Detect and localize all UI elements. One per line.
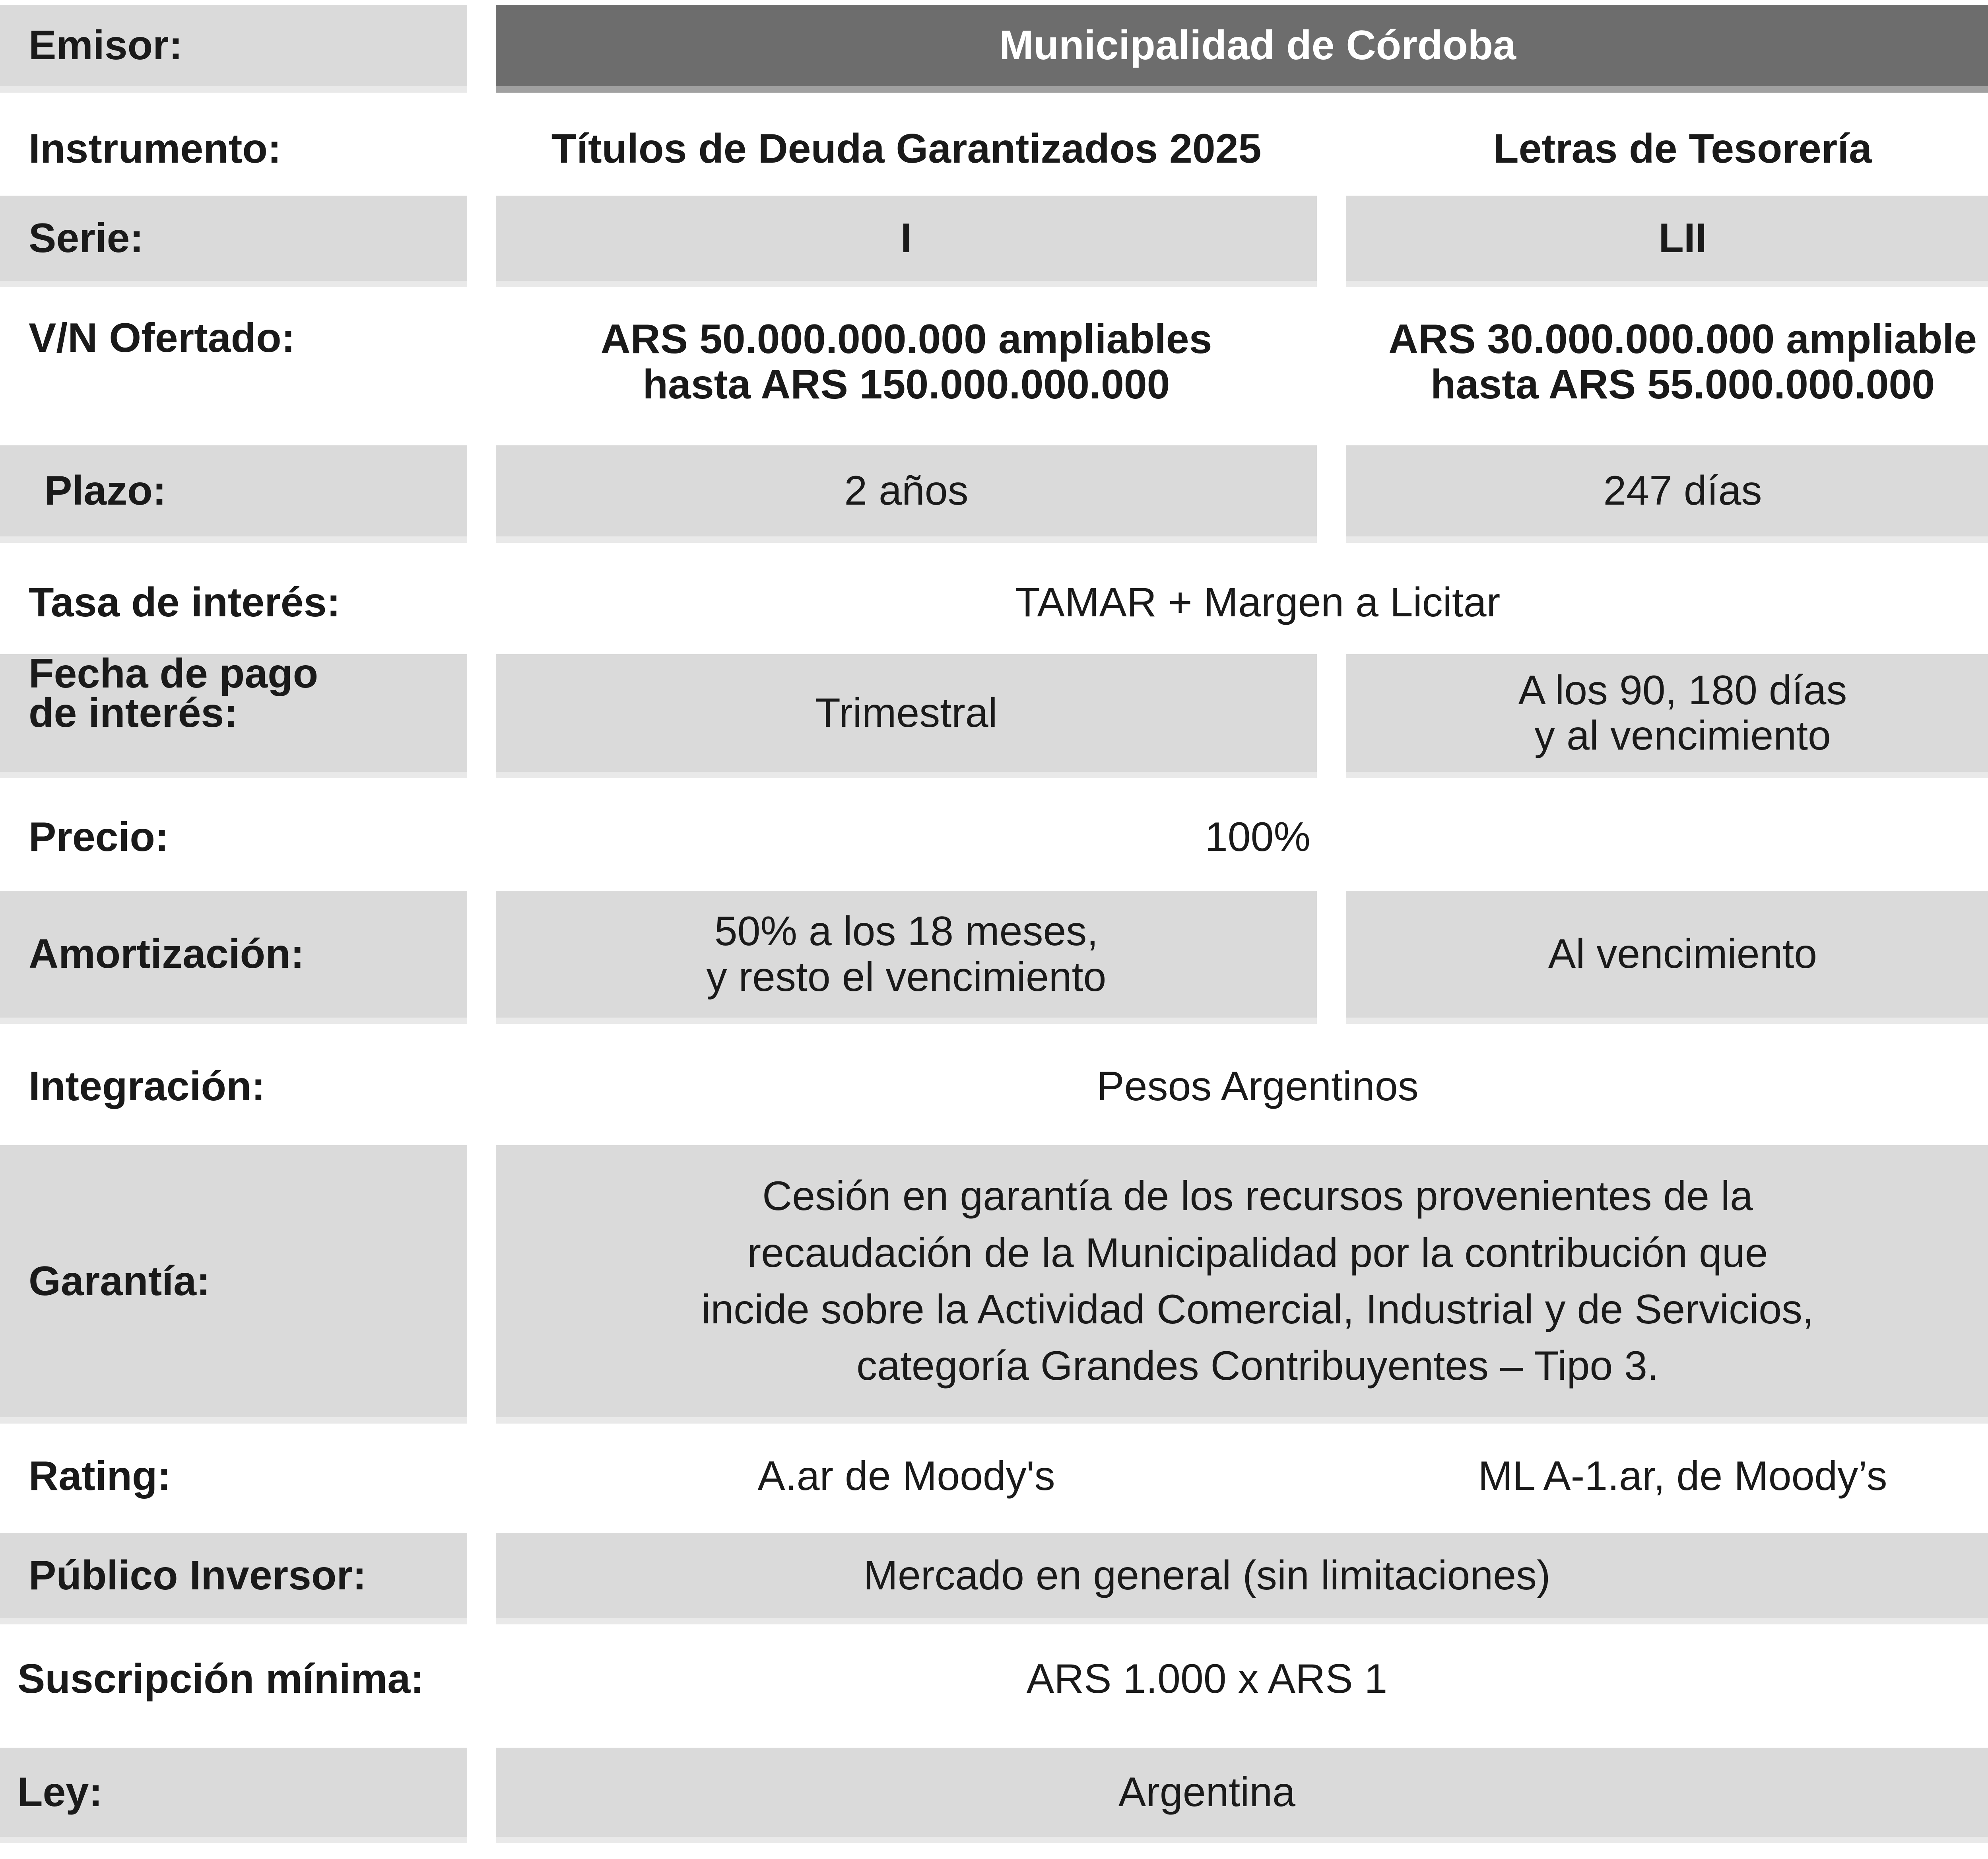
integracion-value: Pesos Argentinos	[1097, 1063, 1419, 1110]
vn-ofertado-col1-line1: ARS 50.000.000.000 ampliables	[600, 316, 1212, 362]
rating-col1: A.ar de Moody's	[757, 1453, 1055, 1500]
fecha-pago-col2-line2: y al vencimiento	[1534, 713, 1831, 759]
label-vn-ofertado: V/N Ofertado:	[29, 315, 295, 361]
fecha-pago-col1: Trimestral	[496, 654, 1317, 778]
label-amortizacion: Amortización:	[0, 891, 467, 1024]
label-fecha-pago-line1: Fecha de pago	[29, 651, 318, 697]
garantia-value	[496, 1145, 1988, 1424]
garantia-line4: categoría Grandes Contribuyentes – Tipo 3.	[856, 1343, 1659, 1389]
label-publico-inversor: Público Inversor:	[0, 1533, 467, 1624]
amortizacion-col2: Al vencimiento	[1346, 891, 1988, 1024]
amortizacion-col1-line1: 50% a los 18 meses,	[714, 908, 1099, 955]
amortizacion-col1-line2: y resto el vencimiento	[706, 954, 1107, 1000]
tasa-value: TAMAR + Margen a Licitar	[1015, 579, 1501, 625]
serie-col1: I	[496, 196, 1317, 287]
plazo-col2: 247 días	[1346, 445, 1988, 543]
plazo-col1: 2 años	[496, 445, 1317, 543]
label-tasa: Tasa de interés:	[29, 579, 341, 625]
amortizacion-col1	[496, 891, 1317, 1024]
vn-ofertado-col2-line1: ARS 30.000.000.000 ampliable	[1388, 316, 1977, 362]
fecha-pago-col2	[1346, 654, 1988, 778]
vn-ofertado-col2	[1346, 302, 1988, 422]
label-plazo: Plazo:	[0, 445, 467, 543]
label-emisor: Emisor:	[0, 5, 467, 93]
suscripcion-minima-value: ARS 1.000 x ARS 1	[1026, 1656, 1388, 1702]
garantia-line3: incide sobre la Actividad Comercial, Industrial y de Servicios,	[701, 1286, 1814, 1333]
label-rating: Rating:	[29, 1453, 171, 1500]
emisor-header: Municipalidad de Córdoba	[496, 5, 1988, 93]
label-precio: Precio:	[29, 814, 169, 860]
publico-inversor-value: Mercado en general (sin limitaciones)	[496, 1533, 1988, 1624]
ley-value: Argentina	[496, 1748, 1988, 1843]
label-integracion: Integración:	[29, 1063, 266, 1110]
vn-ofertado-col1-line2: hasta ARS 150.000.000.000	[643, 361, 1170, 408]
garantia-line2: recaudación de la Municipalidad por la contribución que	[747, 1230, 1768, 1276]
instrumento-col2: Letras de Tesorería	[1493, 125, 1872, 172]
label-serie: Serie:	[0, 196, 467, 287]
label-garantia: Garantía:	[0, 1145, 467, 1424]
label-instrumento: Instrumento:	[29, 125, 282, 172]
vn-ofertado-col1	[496, 302, 1317, 422]
label-suscripcion-minima: Suscripción mínima:	[17, 1656, 424, 1702]
label-ley: Ley:	[0, 1748, 467, 1843]
rating-col2: ML A-1.ar, de Moody’s	[1478, 1453, 1887, 1500]
label-fecha-pago-line2: de interés:	[29, 690, 238, 736]
instrumento-col1: Títulos de Deuda Garantizados 2025	[551, 125, 1262, 172]
fecha-pago-col2-line1: A los 90, 180 días	[1518, 667, 1847, 713]
vn-ofertado-col2-line2: hasta ARS 55.000.000.000	[1430, 361, 1935, 408]
garantia-line1: Cesión en garantía de los recursos provenientes de la	[762, 1173, 1753, 1220]
precio-value: 100%	[1205, 814, 1310, 860]
label-fecha-pago	[0, 651, 467, 778]
serie-col2: LII	[1346, 196, 1988, 287]
